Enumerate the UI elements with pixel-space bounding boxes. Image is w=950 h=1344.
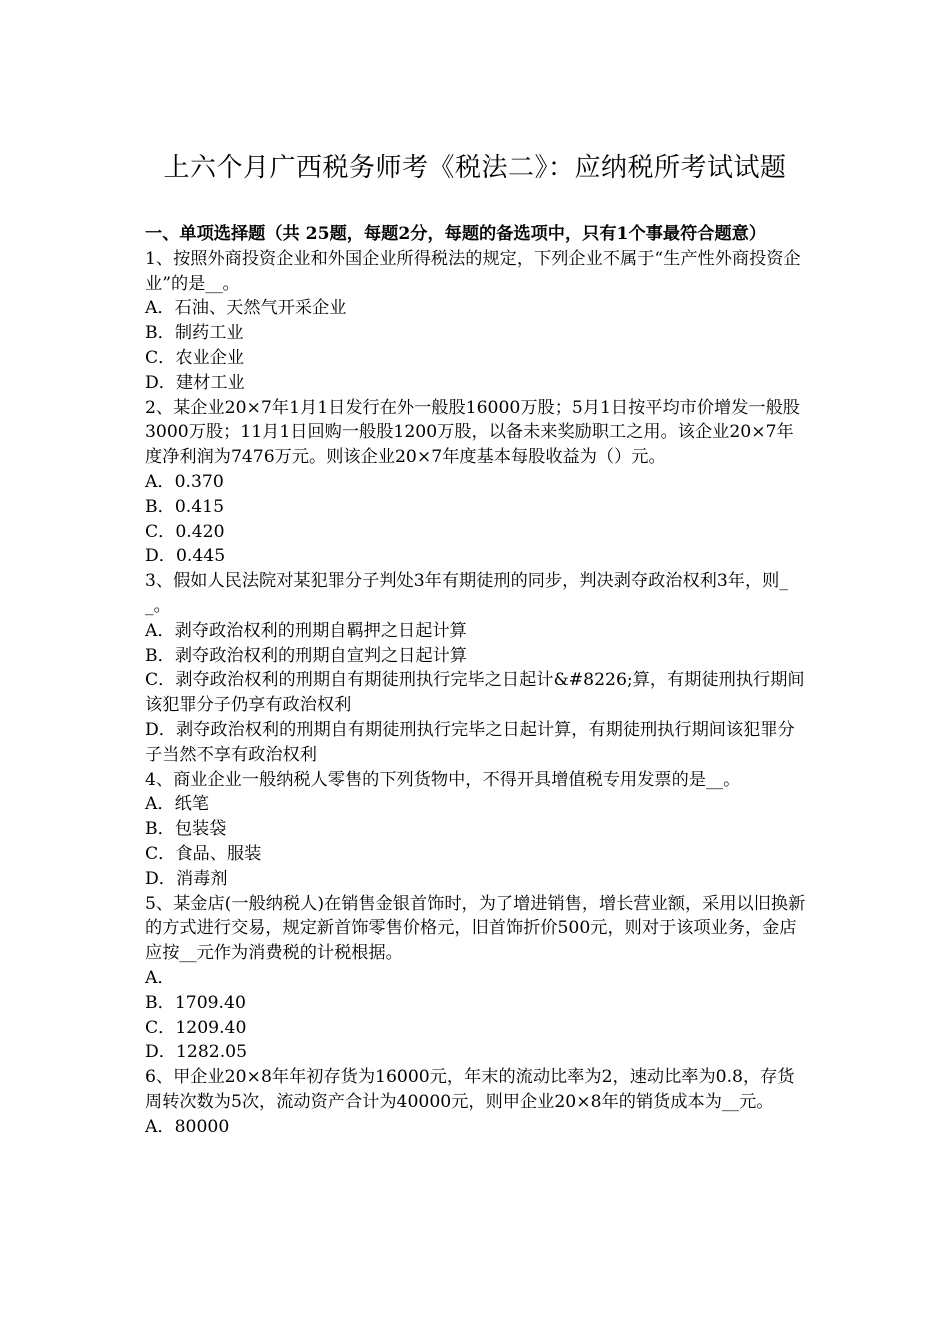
option-b: B．制药工业 xyxy=(145,323,244,344)
option-a: A．纸笔 xyxy=(145,794,209,815)
question-5 xyxy=(145,892,810,1066)
option-a: A．石油、天然气开采企业 xyxy=(145,298,347,319)
question-4 xyxy=(145,768,810,892)
option-d: D．消毒剂 xyxy=(145,868,228,889)
option-c: C．农业企业 xyxy=(145,347,245,368)
question-stem: 3、假如人民法院对某犯罪分子判处3年有期徒刑的同步，判决剥夺政治权利3年，则__。 xyxy=(145,571,788,616)
option-a: A．0.370 xyxy=(145,471,224,492)
question-stem: 4、商业企业一般纳税人零售的下列货物中，不得开具增值税专用发票的是__。 xyxy=(145,769,741,790)
option-d: D．剥夺政治权利的刑期自有期徒刑执行完毕之日起计算，有期徒刑执行期间该犯罪分子当然不享有政治权利 xyxy=(145,719,795,765)
option-a: A． xyxy=(145,967,175,988)
question-stem: 6、甲企业20×8年年初存货为16000元，年末的流动比率为2，速动比率为0.8，存货周转次数为5次，流动资产合计为40000元，则甲企业20×8年的销货成本为__元。 xyxy=(145,1067,795,1112)
option-b: B．1709.40 xyxy=(145,992,246,1013)
question-1 xyxy=(145,247,810,396)
question-2 xyxy=(145,396,810,570)
option-a: A．剥夺政治权利的刑期自羁押之日起计算 xyxy=(145,620,467,641)
question-6 xyxy=(145,1065,810,1139)
option-b: B．剥夺政治权利的刑期自宣判之日起计算 xyxy=(145,645,468,666)
option-d: D．建材工业 xyxy=(145,372,245,393)
question-stem: 5、某金店(一般纳税人)在销售金银首饰时，为了增进销售，增长营业额，采用以旧换新的方式进行交易，规定新首饰零售价格元，旧首饰折价500元，则对于该项业务，金店应按__元作为消费税的计税根据。 xyxy=(145,893,806,964)
option-a: A．80000 xyxy=(145,1116,230,1137)
option-c: C．1209.40 xyxy=(145,1017,247,1038)
question-3 xyxy=(145,569,810,767)
question-stem: 2、某企业20×7年1月1日发行在外一般股16000万股；5月1日按平均市价增发一般股3000万股；11月1日回购一般股1200万股，以备未来奖励职工之用。该企业20×7年度净利润为7476万元。则该企业20×7年度基本每股收益为（）元。 xyxy=(145,397,800,468)
document-title: 上六个月广西税务师考《税法二》：应纳税所考试试题 xyxy=(163,153,787,183)
option-b: B．包装袋 xyxy=(145,819,227,840)
question-stem: 1、按照外商投资企业和外国企业所得税法的规定，下列企业不属于“生产性外商投资企业”的是__。 xyxy=(145,248,801,294)
option-c: C．0.420 xyxy=(145,521,225,542)
option-c: C．剥夺政治权利的刑期自有期徒刑执行完毕之日起计&#8226;算，有期徒刑执行期间该犯罪分子仍享有政治权利 xyxy=(145,670,805,716)
option-d: D．0.445 xyxy=(145,546,226,567)
option-c: C．食品、服装 xyxy=(145,843,262,864)
document-body xyxy=(145,222,810,1139)
option-b: B．0.415 xyxy=(145,496,225,517)
section-heading: 一、单项选择题（共 25题，每题2分，每题的备选项中，只有1个事最符合题意） xyxy=(145,224,767,244)
option-d: D．1282.05 xyxy=(145,1042,248,1063)
